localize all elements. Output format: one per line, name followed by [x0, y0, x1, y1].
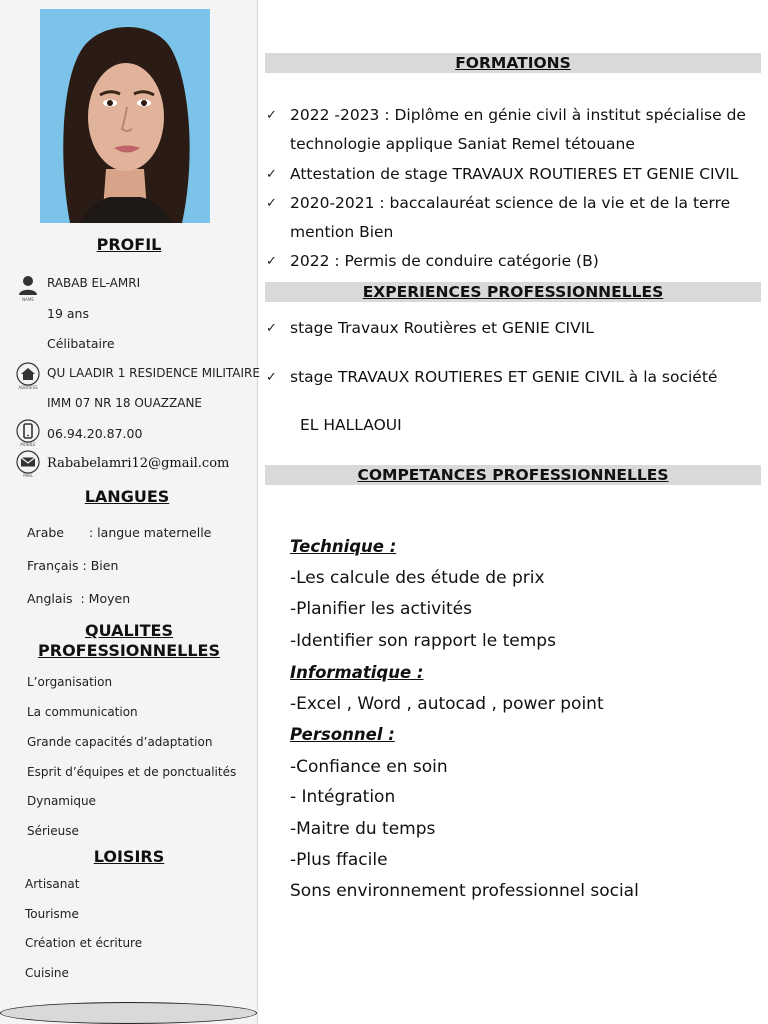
language-level: : Bien	[82, 558, 119, 573]
quality-item: Grande capacités d’adaptation	[27, 735, 213, 749]
check-icon: ✓	[266, 108, 277, 123]
language-level: : langue maternelle	[89, 525, 212, 540]
experiences-heading: EXPERIENCES PROFESSIONNELLES	[265, 282, 761, 302]
personnel-label: Personnel :	[290, 725, 395, 744]
language-item	[27, 525, 211, 540]
technique-label: Technique :	[290, 537, 397, 556]
sidebar	[0, 0, 258, 1024]
skill-item: -Maitre du temps	[290, 819, 436, 839]
skill-item: -Les calcule des étude de prix	[290, 568, 545, 588]
mail-caption: MAIL	[23, 473, 33, 478]
profile-status: Célibataire	[47, 336, 115, 351]
name-caption: NAME	[22, 297, 34, 302]
check-icon: ✓	[266, 321, 277, 336]
competences-heading: COMPETANCES PROFESSIONNELLES	[265, 465, 761, 485]
skill-item: Sons environnement professionnel social	[290, 881, 639, 901]
language-item	[27, 591, 130, 606]
skill-item: -Confiance en soin	[290, 757, 448, 777]
language-name: Anglais	[27, 591, 73, 606]
hobby-item: Cuisine	[25, 966, 69, 980]
profile-email[interactable]: Rababelamri12@gmail.com	[47, 456, 230, 471]
experience-item-line: stage TRAVAUX ROUTIERES ET GENIE CIVIL à la société	[290, 368, 718, 386]
quality-item: Sérieuse	[27, 824, 79, 838]
profile-age: 19 ans	[47, 306, 89, 321]
quality-item: L’organisation	[27, 675, 113, 689]
phone-caption: MOBILE	[20, 442, 36, 447]
formation-item-line: Attestation de stage TRAVAUX ROUTIERES ET GENIE CIVIL	[290, 165, 739, 183]
profile-phone: 06.94.20.87.00	[47, 426, 143, 441]
formation-item-line: mention Bien	[290, 223, 394, 241]
profile-photo	[40, 9, 210, 223]
home-icon	[15, 361, 41, 387]
hobby-item: Création et écriture	[25, 936, 143, 950]
decorative-footer-shape	[0, 1002, 257, 1024]
hobby-item: Tourisme	[25, 907, 79, 921]
address-line-1: QU LAADIR 1 RESIDENCE MILITAIRE	[47, 366, 260, 380]
formation-item-line: 2022 : Permis de conduire catégorie (B)	[290, 252, 599, 270]
quality-item: La communication	[27, 705, 138, 719]
skill-item: -Plus ffacile	[290, 850, 388, 870]
skill-item: -Excel , Word , autocad , power point	[290, 694, 604, 714]
check-icon: ✓	[266, 167, 277, 182]
check-icon: ✓	[266, 254, 277, 269]
quality-item: Dynamique	[27, 794, 96, 808]
language-name: Arabe	[27, 525, 64, 540]
profil-heading: PROFIL	[96, 235, 162, 254]
qualites-heading-line-1: QUALITES	[85, 621, 173, 640]
formation-item-line: 2022 -2023 : Diplôme en génie civil à institut spécialise de	[290, 106, 746, 124]
address-caption: ADDRESS	[18, 385, 38, 390]
formations-heading: FORMATIONS	[265, 53, 761, 73]
experience-item-line: stage Travaux Routières et GENIE CIVIL	[290, 319, 594, 337]
hobby-item: Artisanat	[25, 877, 80, 891]
langues-heading: LANGUES	[84, 487, 170, 506]
check-icon: ✓	[266, 196, 277, 211]
language-name: Français	[27, 558, 79, 573]
formation-item-line: technologie applique Saniat Remel tétouane	[290, 135, 635, 153]
experience-item-line: EL HALLAOUI	[300, 416, 402, 434]
person-icon	[15, 272, 41, 298]
skill-item: -Identifier son rapport le temps	[290, 631, 556, 651]
skill-item: - Intégration	[290, 787, 396, 807]
language-level: : Moyen	[80, 591, 131, 606]
check-icon: ✓	[266, 370, 277, 385]
mail-icon	[15, 449, 41, 475]
profile-name: RABAB EL-AMRI	[47, 276, 141, 290]
quality-item: Esprit d’équipes et de ponctualités	[27, 765, 237, 779]
informatique-label: Informatique :	[290, 663, 424, 682]
formation-item-line: 2020-2021 : baccalauréat science de la vie et de la terre	[290, 194, 731, 212]
phone-icon	[15, 418, 41, 444]
address-line-2: IMM 07 NR 18 OUAZZANE	[47, 396, 203, 410]
qualites-heading-line-2: PROFESSIONNELLES	[38, 641, 220, 660]
loisirs-heading: LOISIRS	[93, 847, 165, 866]
language-item	[27, 558, 118, 573]
skill-item: -Planifier les activités	[290, 599, 472, 619]
